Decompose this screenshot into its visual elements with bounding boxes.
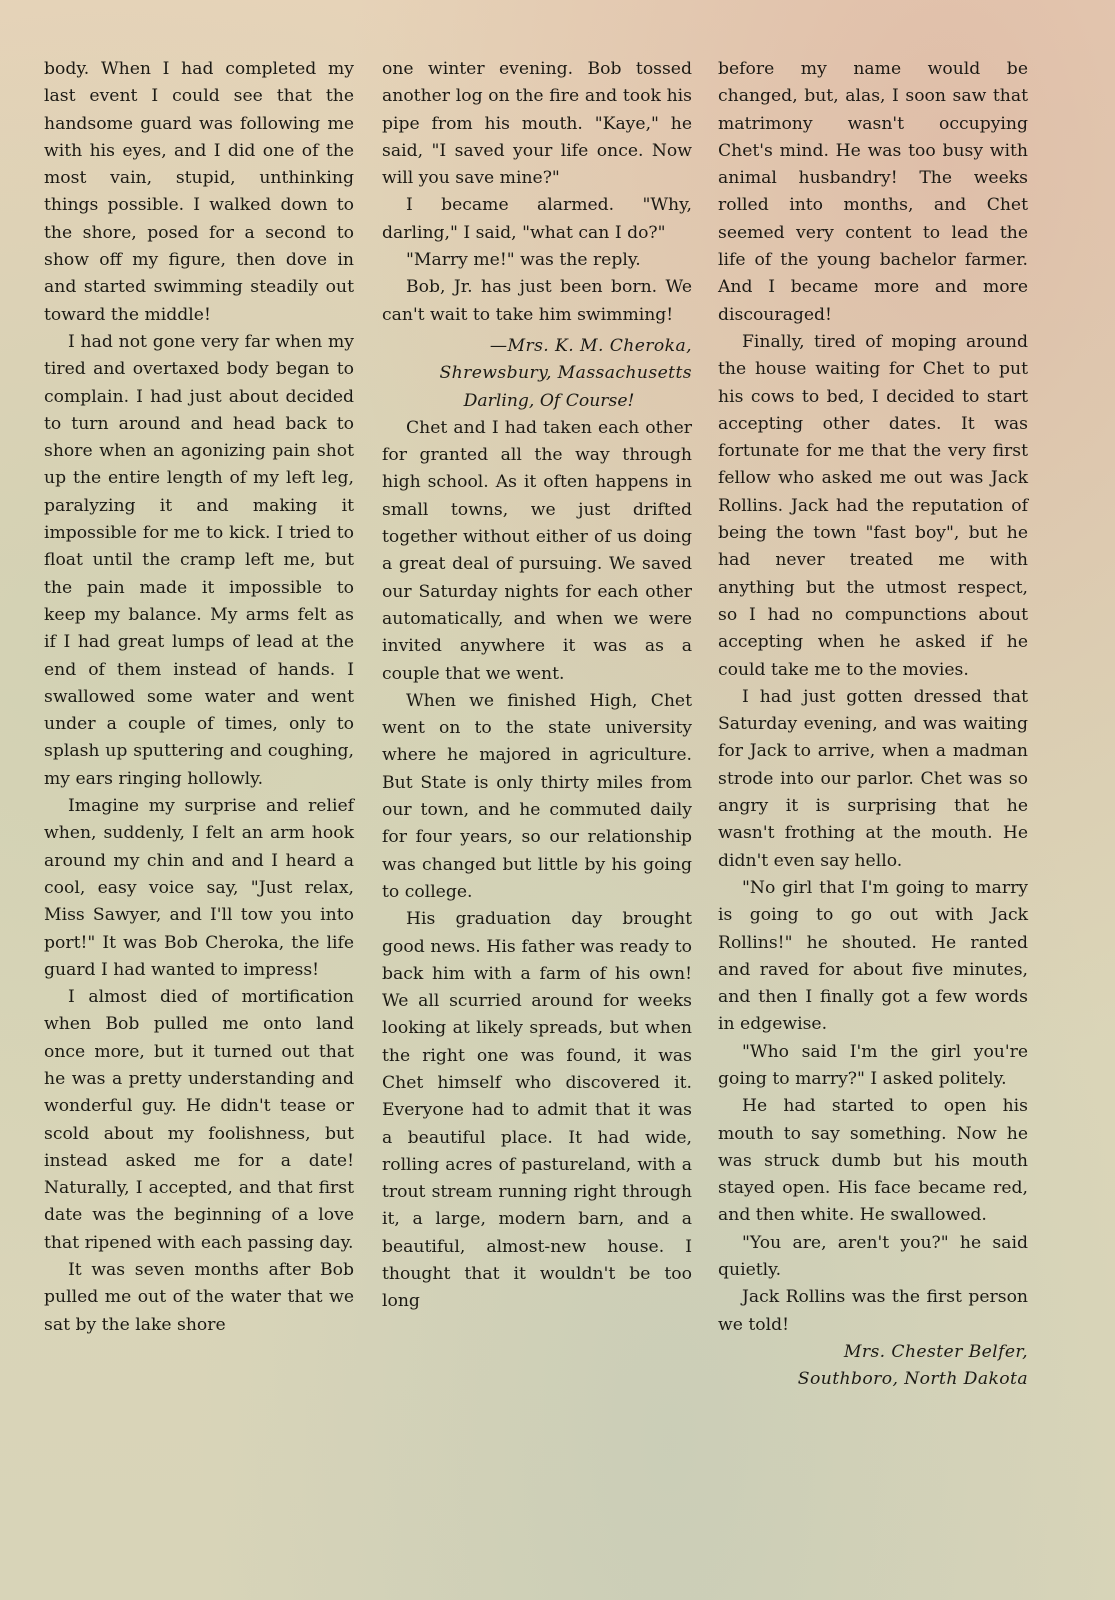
- paragraph: body. When I had completed my last event I could see that the handsome guard was following me with his eyes, and I did one of the most vain, stupid, unthinking things possible. I walked down to the shore, posed for a second to show off my figure, then dove in and started swimming steadily out toward the middle!: [44, 59, 354, 325]
- paragraph: "Who said I'm the girl you're going to marry?" I asked politely.: [718, 1041, 1028, 1089]
- signature-place: Southboro, North Dakota: [797, 1369, 1028, 1390]
- signature-name: Mrs. Chester Belfer,: [843, 1341, 1028, 1362]
- paragraph: one winter evening. Bob tossed another log on the fire and took his pipe from his mouth. "Kaye," he said, "I saved your life once. Now will you save mine?": [382, 59, 692, 189]
- paragraph: Bob, Jr. has just been born. We can't wait to take him swimming!: [382, 277, 692, 325]
- paragraph: His graduation day brought good news. His father was ready to back him with a farm of his own! We all scurried around for weeks looking at likely spreads, but when the right one was found, it was Chet himself who discovered it. Everyone had to admit that it was a beautiful place. It had wide, rolling acres of pastureland, with a trout stream running right through it, a large, modern barn, and a beautiful, almost-new house. I thought that it wouldn't be too long: [382, 909, 692, 1312]
- paragraph: I became alarmed. "Why, darling," I said, "what can I do?": [382, 195, 692, 243]
- text-column-2: [382, 56, 692, 1316]
- signature-place: Shrewsbury, Massachusetts: [439, 363, 692, 384]
- text-column-1: [44, 56, 354, 1339]
- paragraph: I had not gone very far when my tired and overtaxed body began to complain. I had just about decided to turn around and head back to shore when an agonizing pain shot up the entire length of my left leg, paralyzing it and making it impossible for me to kick. I tried to float until the cramp left me, but the pain made it impossible to keep my balance. My arms felt as if I had great lumps of lead at the end of them instead of hands. I swallowed some water and went under a couple of times, only to splash up sputtering and coughing, my ears ringing hollowly.: [44, 331, 354, 789]
- signature-name: —Mrs. K. M. Cheroka,: [489, 335, 692, 356]
- paragraph: Imagine my surprise and relief when, suddenly, I felt an arm hook around my chin and and I heard a cool, easy voice say, "Just relax, Miss Sawyer, and I'll tow you into port!" It was Bob Cheroka, the life guard I had wanted to impress!: [44, 796, 354, 980]
- paragraph: Chet and I had taken each other for granted all the way through high school. As it often happens in small towns, we just drifted together without either of us doing a great deal of pursuing. We saved our Saturday nights for each other automatically, and when we were invited anywhere it was as a couple that we went.: [382, 417, 692, 684]
- paragraph: before my name would be changed, but, alas, I soon saw that matrimony wasn't occupying Chet's mind. He was too busy with animal husbandry! The weeks rolled into months, and Chet seemed very content to lead the life of the young bachelor farmer. And I became more and more discouraged!: [718, 59, 1028, 325]
- paragraph: I almost died of mortification when Bob pulled me onto land once more, but it turned out that he was a pretty understanding and wonderful guy. He didn't tease or scold about my foolishness, but instead asked me for a date! Naturally, I accepted, and that first date was the beginning of a love that ripened with each passing day.: [44, 987, 354, 1253]
- paragraph: When we finished High, Chet went on to the state university where he majored in agriculture. But State is only thirty miles from our town, and he commuted daily for four years, so our relationship was changed but little by his going to college.: [382, 690, 692, 902]
- paragraph: He had started to open his mouth to say something. Now he was struck dumb but his mouth stayed open. His face became red, and then white. He swallowed.: [718, 1096, 1028, 1226]
- paragraph: Finally, tired of moping around the house waiting for Chet to put his cows to bed, I decided to start accepting other dates. It was fortunate for me that the very first fellow who asked me out was Jack Rollins. Jack had the reputation of being the town "fast boy", but he had never treated me with anything but the utmost respect, so I had no compunctions about accepting when he asked if he could take me to the movies.: [718, 331, 1028, 680]
- text-column-3: [718, 56, 1028, 1394]
- paragraph: "You are, aren't you?" he said quietly.: [718, 1232, 1028, 1281]
- paragraph: I had just gotten dressed that Saturday evening, and was waiting for Jack to arrive, when a madman strode into our parlor. Chet was so angry it is surprising that he wasn't frothing at the mouth. He didn't even say hello.: [718, 686, 1028, 871]
- paragraph: Jack Rollins was the first person we told!: [718, 1287, 1028, 1335]
- paragraph: It was seven months after Bob pulled me out of the water that we sat by the lake shore: [44, 1260, 354, 1335]
- paragraph: "Marry me!" was the reply.: [406, 250, 641, 271]
- story-title: Darling, Of Course!: [463, 390, 635, 411]
- paragraph: "No girl that I'm going to marry is going to go out with Jack Rollins!" he shouted. He ranted and raved for about five minutes, and then I finally got a few words in edgewise.: [718, 877, 1028, 1035]
